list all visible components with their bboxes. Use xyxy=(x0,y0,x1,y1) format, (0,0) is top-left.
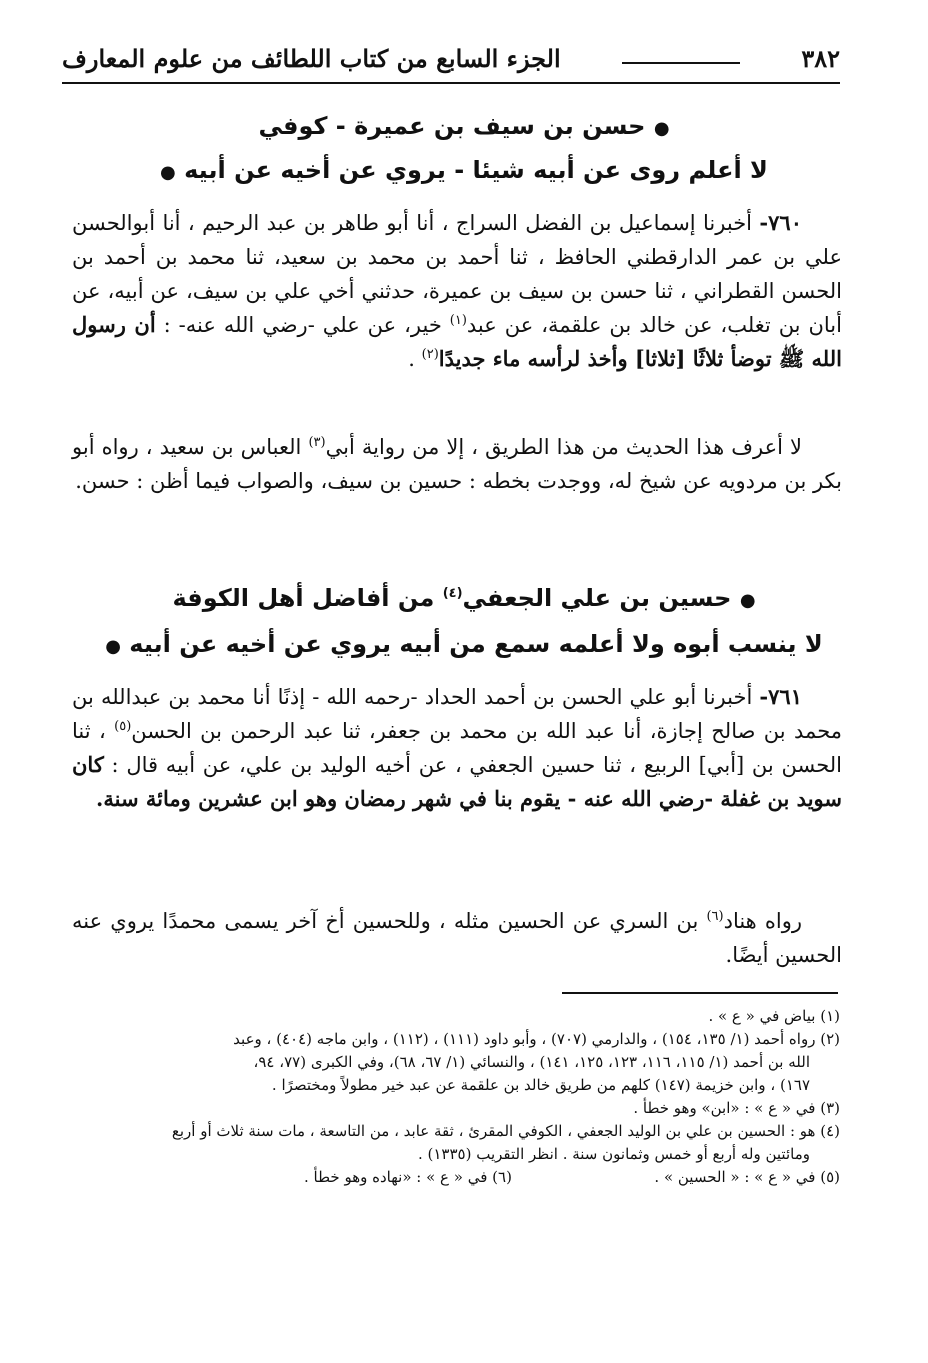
page-number: ٣٨٢ xyxy=(801,44,840,73)
isnad-text: أخبرنا أبو علي الحسن بن أحمد الحداد -رحمه الله - إذنًا أنا محمد بن عبدالله بن محمد بن صالح إجازة، أنا عبد الله بن محمد بن جعفر، ثنا عبد الرحمن بن الحسن xyxy=(72,685,842,743)
footnotes xyxy=(74,1005,840,1189)
commentary-text: لا أعرف هذا الحديث من هذا الطريق ، إلا من رواية أبي xyxy=(325,435,802,459)
commentary-text-cont: العباس بن سعيد ، رواه أبو بكر بن مردويه عن شيخ له، ووجدت بخطه : حسين بن سيف، والصواب فيما أظن : حسن. xyxy=(72,435,842,493)
footnote-ref: (١) xyxy=(449,313,467,328)
isnad-text-cont: ، ثنا الحسن بن [أبي] الربيع ، ثنا حسين الجعفي ، عن أخيه الوليد بن علي، عن أبيه قال : xyxy=(72,719,842,777)
running-title: الجزء السابع من كتاب اللطائف من علوم المعارف xyxy=(62,44,561,73)
isnad-text-cont: خير، عن علي -رضي الله عنه- : xyxy=(155,313,450,337)
commentary-text-cont: بن السري عن الحسين مثله ، وللحسين أخ آخر يسمى محمدًا يروي عنه الحسين أيضًا. xyxy=(72,909,842,967)
matn-text: كان سويد بن غفلة -رضي الله عنه - يقوم بنا في شهر رمضان وهو ابن عشرين ومائة سنة. xyxy=(72,752,842,811)
commentary-760 xyxy=(72,430,842,498)
hadith-761 xyxy=(72,680,842,816)
footnote-ref: (٣) xyxy=(308,435,326,450)
footnote-ref: (٥) xyxy=(114,719,132,734)
commentary-761 xyxy=(72,904,842,972)
section-2-heading-line2: لا ينسب أبوه ولا أعلمه سمع من أبيه يروي عن أخيه عن أبيه ● xyxy=(105,630,823,658)
header-dash xyxy=(622,62,740,64)
footnote-5: (٥) في « ع » : « الحسين » . xyxy=(654,1168,840,1186)
bullet-icon: ● xyxy=(105,636,121,657)
section-1-heading-line2: لا أعلم روى عن أبيه شيئا - يروي عن أخيه عن أبيه ● xyxy=(160,156,768,184)
isnad-text: أخبرنا إسماعيل بن الفضل السراج ، أنا أبو طاهر بن عبد الرحيم ، أنا أبوالحسن علي بن عمر الدارقطني الحافظ ، ثنا أحمد بن محمد بن سعيد، ثنا محمد بن أحمد بن الحسن القطراني ، ثنا حسن بن سيف بن عميرة، حدثني أخي علي بن سيف، عن أبيه، عن أبان بن تغلب، عن خالد بن علقمة، عن عبد xyxy=(72,211,842,337)
header-rule xyxy=(62,82,840,84)
footnote-1: (١) بياض في « ع » . xyxy=(708,1007,840,1025)
commentary-text: رواه هناد xyxy=(723,909,802,933)
section-2-heading-line1: ● حسين بن علي الجعفي$^{(٤)}$ من أفاضل أهل الكوفة xyxy=(172,584,756,612)
hadith-number: ٧٦١- xyxy=(759,684,802,709)
footnote-2: (٢) رواه أحمد (١/ ١٣٥، ١٥٤) ، والدارمي (٧٠٧) ، وأبو داود (١١١) ، (١١٢) ، وابن ماجه (٤٠٤) ، وعبد الله بن أحمد (١/ ١١٥، ١١٦، ١٢٣، ١٢٥، ١٤١) ، والنسائي (١/ ٦٧، ٦٨)، وفي الكبرى (٧٧، ٩٤، ١٦٧) ، وابن خزيمة (١٤٧) كلهم من طريق خالد بن علقمة عن عبد خير مطولاً ومختصرًا . xyxy=(233,1030,840,1094)
bullet-icon: ● xyxy=(739,590,756,611)
bullet-icon: ● xyxy=(160,162,176,183)
footnote-5-6-row xyxy=(74,1166,840,1189)
matn-text: أن رسول الله ﷺ توضأ ثلاثًا [ثلاثا] وأخذ لرأسه ماء جديدًا xyxy=(72,312,842,371)
hadith-number: ٧٦٠- xyxy=(759,210,802,235)
footnote-ref: (٦) xyxy=(706,909,724,924)
section-1-heading-line1: ● حسن بن سيف بن عميرة - كوفي xyxy=(258,112,670,140)
footnote-3: (٣) في « ع » : «ابن» وهو خطأ . xyxy=(633,1099,840,1117)
footnote-separator xyxy=(562,992,838,994)
hadith-760: ٧٦٠- أخبرنا إسماعيل بن الفضل السراج ، أنا أبو طاهر بن عبد الرحيم ، أنا أبوالحسن علي بن عمر الدارقطني الحافظ ، ثنا أحمد بن محمد بن سعيد، ثنا محمد بن أحمد بن الحسن القطراني ، ثنا حسن بن سيف بن عميرة، حدثني أخي علي بن سيف، عن أبيه، عن أبان بن تغلب، عن خالد بن علقمة، عن عبد$^{(١)}$ خير، عن علي -رضي الله عنه- : أن رسول الله ﷺ توضأ ثلاثًا [ثلاثا] وأخذ لرأسه ماء جديدًا$^{(٢)}$ . xyxy=(72,210,842,371)
footnote-ref: (٢) xyxy=(421,347,439,362)
footnote-6: (٦) في « ع » : «نهاده وهو خطأ . xyxy=(304,1168,512,1186)
footnote-4: (٤) هو : الحسين بن علي بن الوليد الجعفي ، الكوفي المقرئ ، ثقة عابد ، من التاسعة ، مات سنة ثلاث أو أربع ومائتين وله أربع أو خمس وثمانون سنة . انظر التقريب (١٣٣٥) . xyxy=(171,1122,840,1163)
bullet-icon: ● xyxy=(653,118,670,139)
page-header xyxy=(62,38,840,84)
